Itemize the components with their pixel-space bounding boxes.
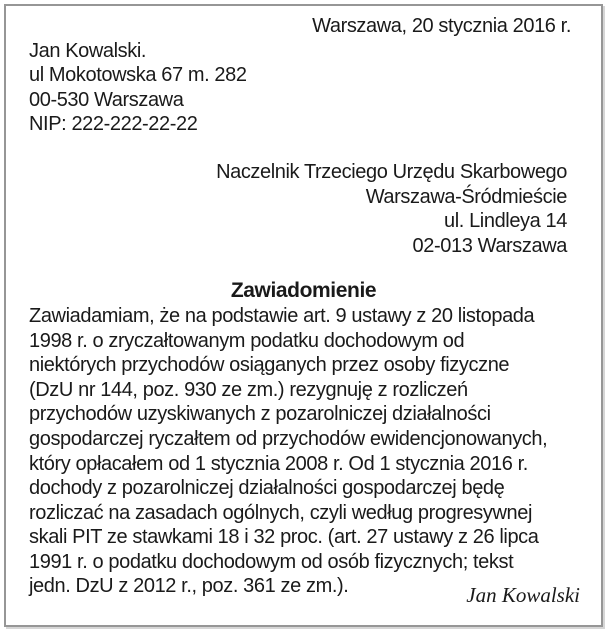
- signature: Jan Kowalski: [466, 583, 580, 608]
- body-line: rozliczać na zasadach ogólnych, czyli według progresywnej: [29, 501, 533, 524]
- body-line: jedn. DzU z 2012 r., poz. 361 ze zm.).: [29, 575, 349, 598]
- letter-body: [6, 304, 601, 599]
- body-line: gospodarczej ryczałtem od przychodów ewidencjonowanych,: [29, 427, 548, 450]
- recipient-block: [6, 160, 601, 258]
- recipient-district: Warszawa-Śródmieście: [365, 185, 567, 208]
- body-line: 1998 r. o zryczałtowanym podatku dochodowym od: [29, 329, 465, 352]
- letter-document: [4, 4, 603, 627]
- sender-city: 00-530 Warszawa: [29, 88, 184, 111]
- body-line: (DzU nr 144, poz. 930 ze zm.) rezygnuję z rozliczeń: [29, 378, 468, 401]
- body-line: który opłacałem od 1 stycznia 2008 r. Od 1 stycznia 2016 r.: [29, 452, 528, 475]
- body-line: skali PIT ze stawkami 18 i 32 proc. (art. 27 ustawy z 26 lipca: [29, 526, 539, 549]
- date-line: Warszawa, 20 stycznia 2016 r.: [312, 15, 571, 37]
- sender-block: [6, 39, 601, 137]
- recipient-office: Naczelnik Trzeciego Urzędu Skarbowego: [216, 160, 567, 183]
- body-line: dochody z pozarolniczej działalności gospodarczej będę: [29, 477, 505, 500]
- letter-title: Zawiadomienie: [230, 279, 377, 303]
- body-line: przychodów uzyskiwanych z pozarolniczej działalności: [29, 403, 491, 426]
- sender-nip: NIP: 222-222-22-22: [29, 113, 198, 136]
- body-line: Zawiadamiam, że na podstawie art. 9 ustawy z 20 listopada: [29, 304, 535, 327]
- recipient-city: 02-013 Warszawa: [412, 234, 567, 257]
- body-line: niektórych przychodów osiąganych przez osoby fizyczne: [29, 354, 510, 377]
- recipient-street: ul. Lindleya 14: [444, 210, 567, 233]
- body-line: 1991 r. o podatku dochodowym od osób fizycznych; tekst: [29, 550, 514, 573]
- sender-name: Jan Kowalski.: [29, 39, 147, 62]
- sender-street: ul Mokotowska 67 m. 282: [29, 64, 247, 87]
